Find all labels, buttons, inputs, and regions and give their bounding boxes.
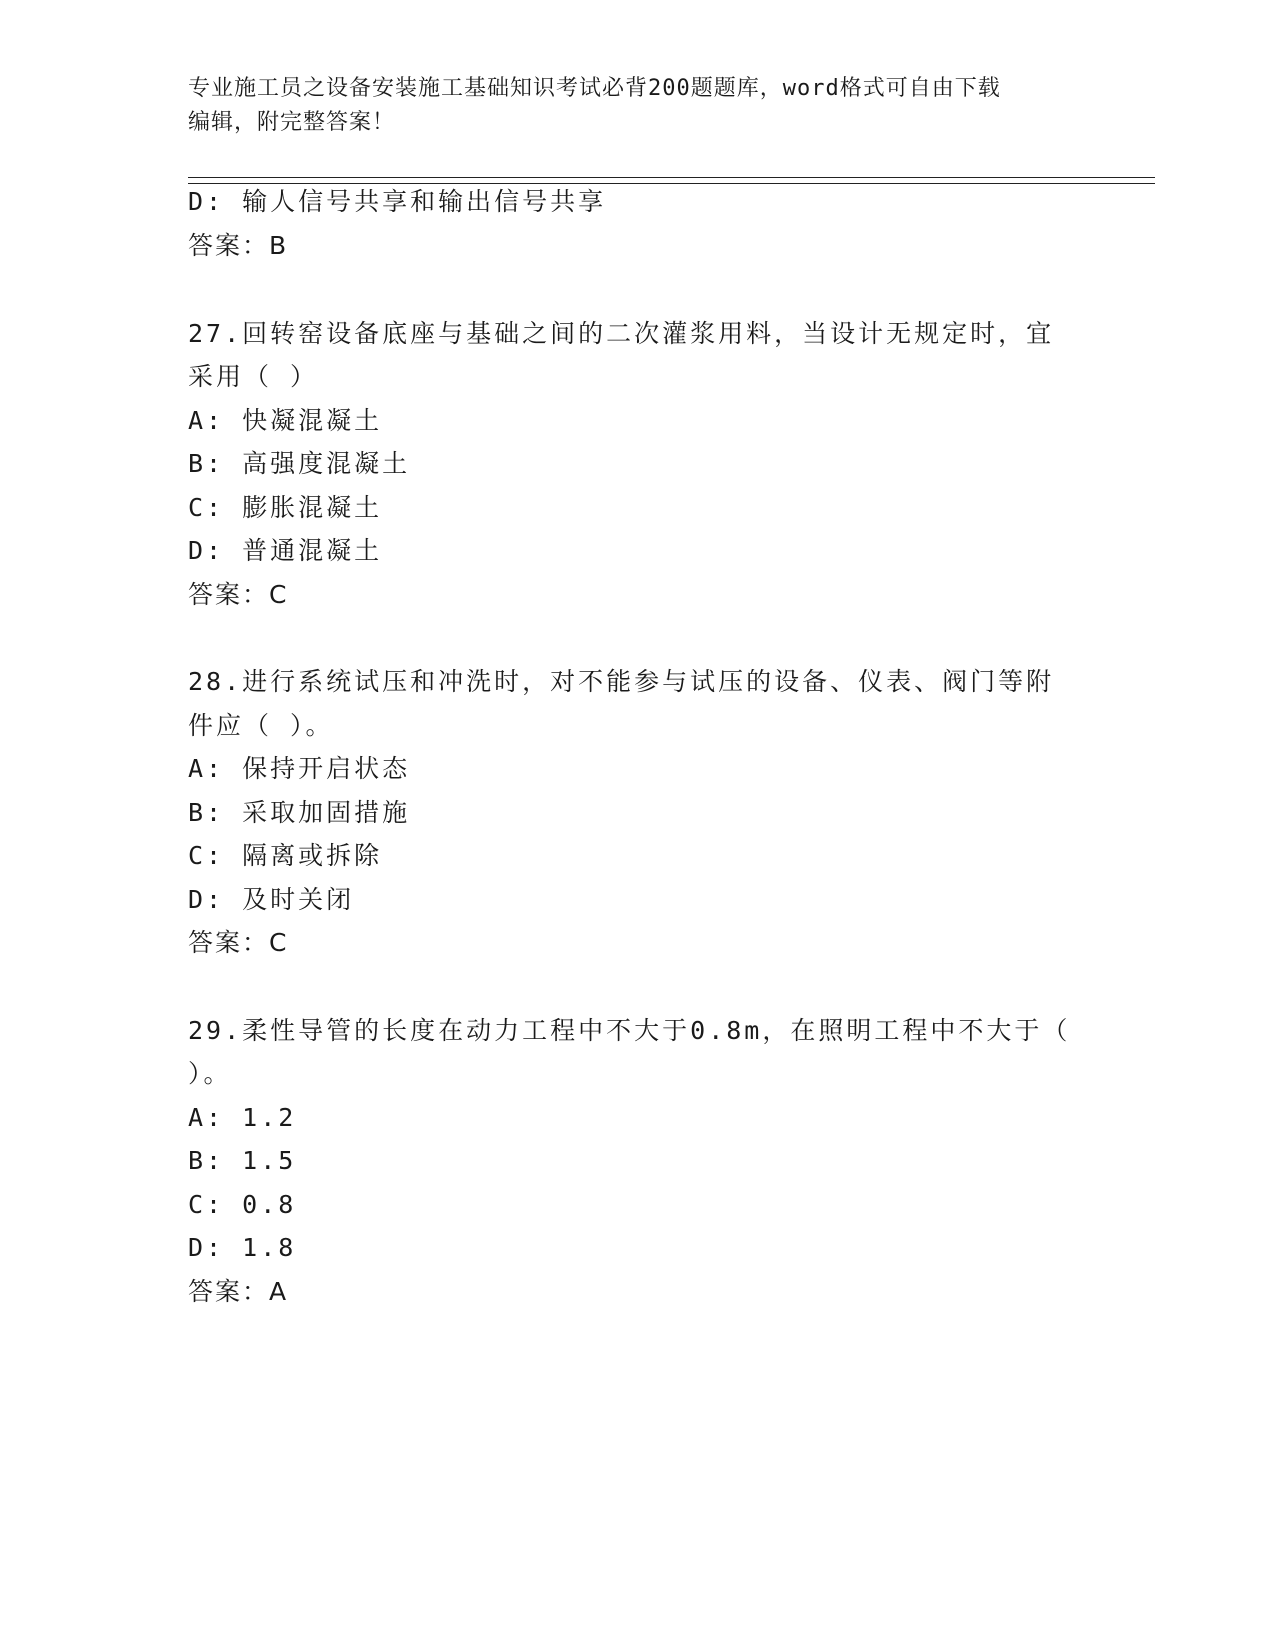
q29-option-d: D: 1.8 — [188, 1233, 297, 1262]
q28-answer: 答案：C — [188, 928, 289, 957]
q27-answer: 答案：C — [188, 580, 289, 609]
header-title-line2: 编辑，附完整答案！ — [188, 110, 396, 135]
q28-stem-line2: 件应（ ）。 — [188, 711, 334, 740]
q27-stem-line2: 采用（ ） — [188, 362, 319, 391]
q29-option-b: B: 1.5 — [188, 1146, 297, 1175]
prev-answer: 答案：B — [188, 231, 289, 260]
q27-option-d: D: 普通混凝土 — [188, 536, 383, 565]
q29-option-a: A: 1.2 — [188, 1103, 297, 1132]
q28-stem-line1: 28.进行系统试压和冲洗时，对不能参与试压的设备、仪表、阀门等附 — [188, 667, 1055, 696]
header-divider-top — [188, 177, 1155, 178]
header-divider-bottom — [188, 183, 1155, 184]
q29-option-c: C: 0.8 — [188, 1190, 297, 1219]
q29-stem-line2: ）。 — [188, 1059, 232, 1088]
q29-answer: 答案：A — [188, 1277, 289, 1306]
q27-option-a: A: 快凝混凝土 — [188, 406, 383, 435]
q27-option-b: B: 高强度混凝土 — [188, 449, 411, 478]
prev-option-d: D: 输人信号共享和输出信号共享 — [188, 187, 607, 216]
q28-option-b: B: 采取加固措施 — [188, 798, 411, 827]
header-title-line1: 专业施工员之设备安装施工基础知识考试必背200题题库，word格式可自由下载 — [188, 76, 1001, 101]
q27-option-c: C: 膨胀混凝土 — [188, 493, 383, 522]
q28-option-d: D: 及时关闭 — [188, 885, 355, 914]
q28-option-c: C: 隔离或拆除 — [188, 841, 383, 870]
q29-stem-line1: 29.柔性导管的长度在动力工程中不大于0.8m，在照明工程中不大于（ — [188, 1016, 1071, 1045]
document-header — [188, 72, 1088, 140]
q27-stem-line1: 27.回转窑设备底座与基础之间的二次灌浆用料，当设计无规定时，宜 — [188, 319, 1055, 348]
q28-option-a: A: 保持开启状态 — [188, 754, 411, 783]
